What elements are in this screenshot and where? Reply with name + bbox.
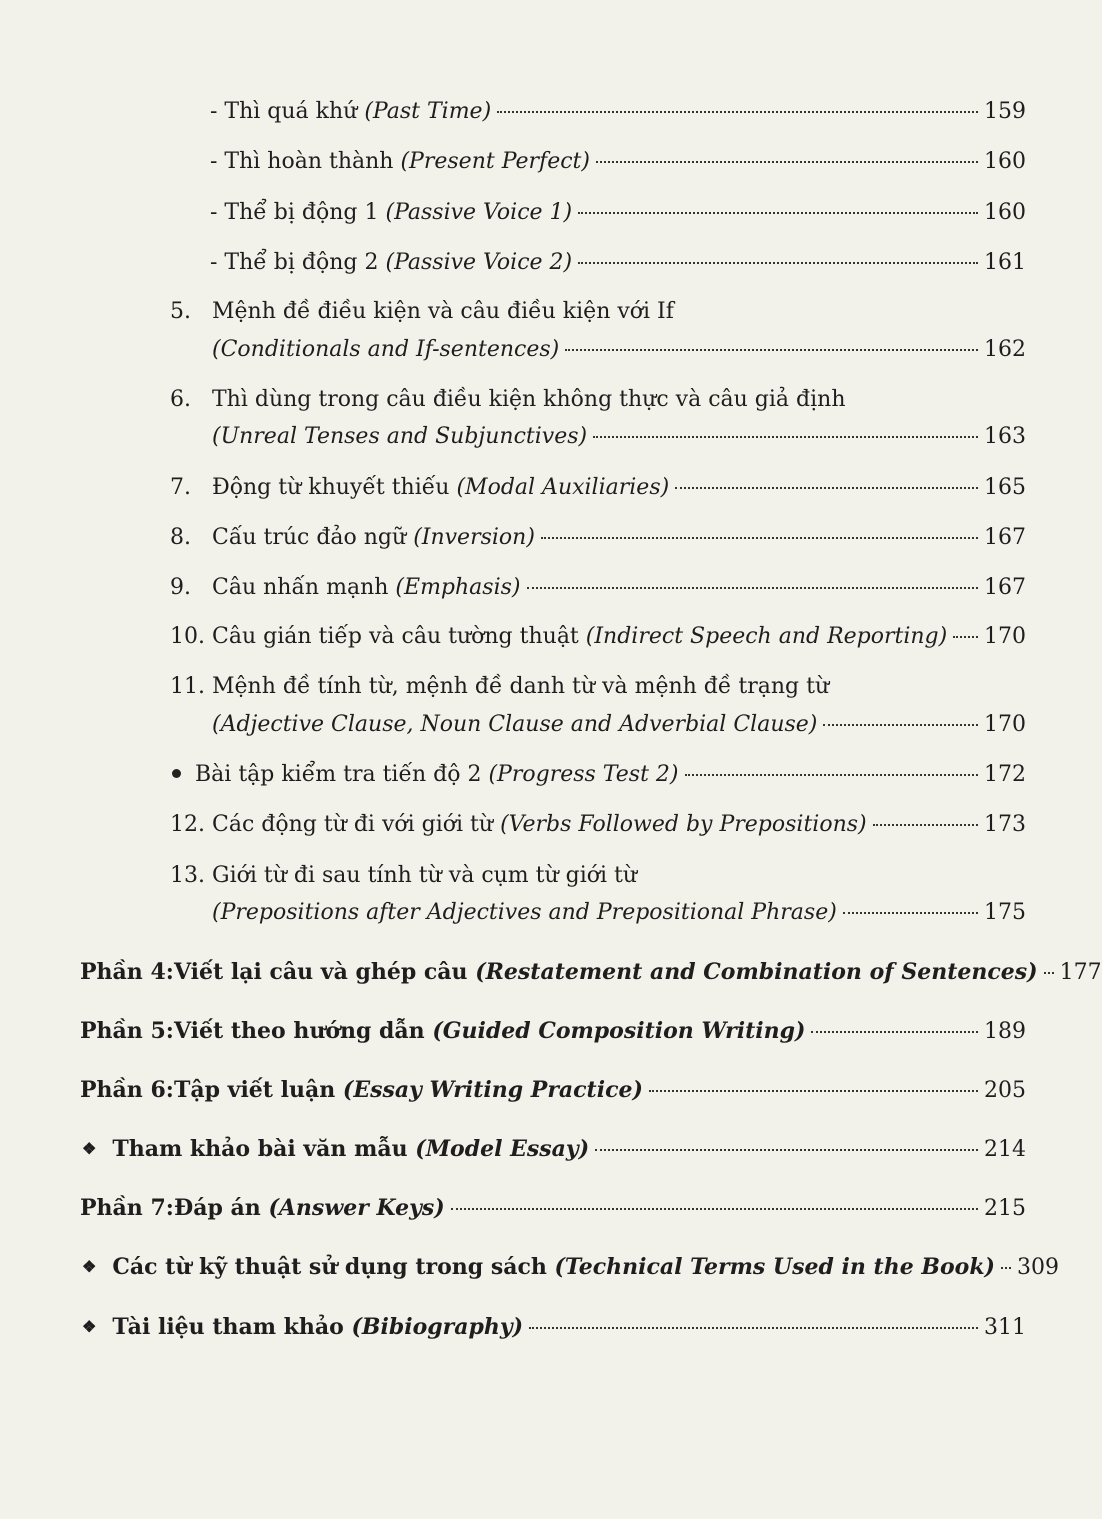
toc-entry-present-perfect[interactable]: - Thì hoàn thành (Present Perfect) 160 <box>210 149 1026 174</box>
diamond-bullet-icon: ❖ <box>82 1139 97 1158</box>
toc-entry-passive-1[interactable]: - Thể bị động 1 (Passive Voice 1) 160 <box>210 200 1026 225</box>
toc-bibliography[interactable]: ❖ Tài liệu tham khảo (Bibiography) 311 <box>82 1314 1026 1340</box>
toc-part-7[interactable]: Phần 7:Đáp án (Answer Keys) 215 <box>80 1195 1026 1221</box>
toc-part-4[interactable]: Phần 4:Viết lại câu và ghép câu (Restatement and Combination of Sentences) 177 <box>80 959 1102 985</box>
toc-entry-6-title[interactable]: 6. Thì dùng trong câu điều kiện không thực và câu giả định <box>170 387 846 412</box>
toc-entry-past-time[interactable]: - Thì quá khứ (Past Time) 159 <box>210 99 1026 124</box>
page-number: 170 <box>984 624 1026 649</box>
page-number: 165 <box>984 475 1026 500</box>
page-number: 309 <box>1016 1255 1059 1280</box>
toc-part-5[interactable]: Phần 5:Viết theo hướng dẫn (Guided Composition Writing) 189 <box>80 1018 1026 1044</box>
toc-part-6[interactable]: Phần 6:Tập viết luận (Essay Writing Practice) 205 <box>80 1077 1026 1103</box>
diamond-bullet-icon: ❖ <box>82 1257 97 1276</box>
page-number: 205 <box>984 1078 1026 1103</box>
page-number: 175 <box>984 900 1026 925</box>
toc-entry-13[interactable]: (Prepositions after Adjectives and Prepositional Phrase) 175 <box>212 900 1026 925</box>
bullet-icon <box>172 769 181 778</box>
page-number: 160 <box>984 149 1026 174</box>
toc-entry-7[interactable]: 7. Động từ khuyết thiếu (Modal Auxiliaries) 165 <box>170 475 1026 500</box>
page-number: 172 <box>984 762 1026 787</box>
page-number: 214 <box>984 1137 1026 1162</box>
diamond-bullet-icon: ❖ <box>82 1317 97 1336</box>
toc-entry-5[interactable]: (Conditionals and If-sentences) 162 <box>212 337 1026 362</box>
toc-entry-passive-2[interactable]: - Thể bị động 2 (Passive Voice 2) 161 <box>210 250 1026 275</box>
toc-entry-13-title[interactable]: 13. Giới từ đi sau tính từ và cụm từ giới từ <box>170 863 638 888</box>
page-number: 215 <box>984 1196 1026 1221</box>
page-number: 167 <box>984 525 1026 550</box>
toc-technical-terms[interactable]: ❖ Các từ kỹ thuật sử dụng trong sách (Technical Terms Used in the Book) 309 <box>82 1254 1059 1280</box>
page-number: 161 <box>984 250 1026 275</box>
page-number: 159 <box>984 99 1026 124</box>
toc-entry-progress-test-2[interactable]: Bài tập kiểm tra tiến độ 2 (Progress Test 2) 172 <box>172 761 1026 789</box>
page-number: 163 <box>984 424 1026 449</box>
page-number: 177 <box>1059 960 1102 985</box>
toc-model-essay[interactable]: ❖ Tham khảo bài văn mẫu (Model Essay) 214 <box>82 1136 1026 1162</box>
page-number: 173 <box>984 812 1026 837</box>
toc-entry-8[interactable]: 8. Cấu trúc đảo ngữ (Inversion) 167 <box>170 525 1026 550</box>
toc-entry-6[interactable]: (Unreal Tenses and Subjunctives) 163 <box>212 424 1026 449</box>
toc-entry-10[interactable]: 10. Câu gián tiếp và câu tường thuật (Indirect Speech and Reporting) 170 <box>170 624 1026 649</box>
toc-entry-5-title[interactable]: 5. Mệnh đề điều kiện và câu điều kiện với If <box>170 299 674 324</box>
page-number: 170 <box>984 712 1026 737</box>
page-number: 167 <box>984 575 1026 600</box>
toc-entry-12[interactable]: 12. Các động từ đi với giới từ (Verbs Followed by Prepositions) 173 <box>170 812 1026 837</box>
page-number: 311 <box>984 1315 1026 1340</box>
page-number: 162 <box>984 337 1026 362</box>
page-number: 189 <box>984 1019 1026 1044</box>
toc-entry-9[interactable]: 9. Câu nhấn mạnh (Emphasis) 167 <box>170 575 1026 600</box>
toc-entry-11[interactable]: (Adjective Clause, Noun Clause and Adverbial Clause) 170 <box>212 712 1026 737</box>
toc-entry-11-title[interactable]: 11. Mệnh đề tính từ, mệnh đề danh từ và mệnh đề trạng từ <box>170 674 830 699</box>
page-number: 160 <box>984 200 1026 225</box>
